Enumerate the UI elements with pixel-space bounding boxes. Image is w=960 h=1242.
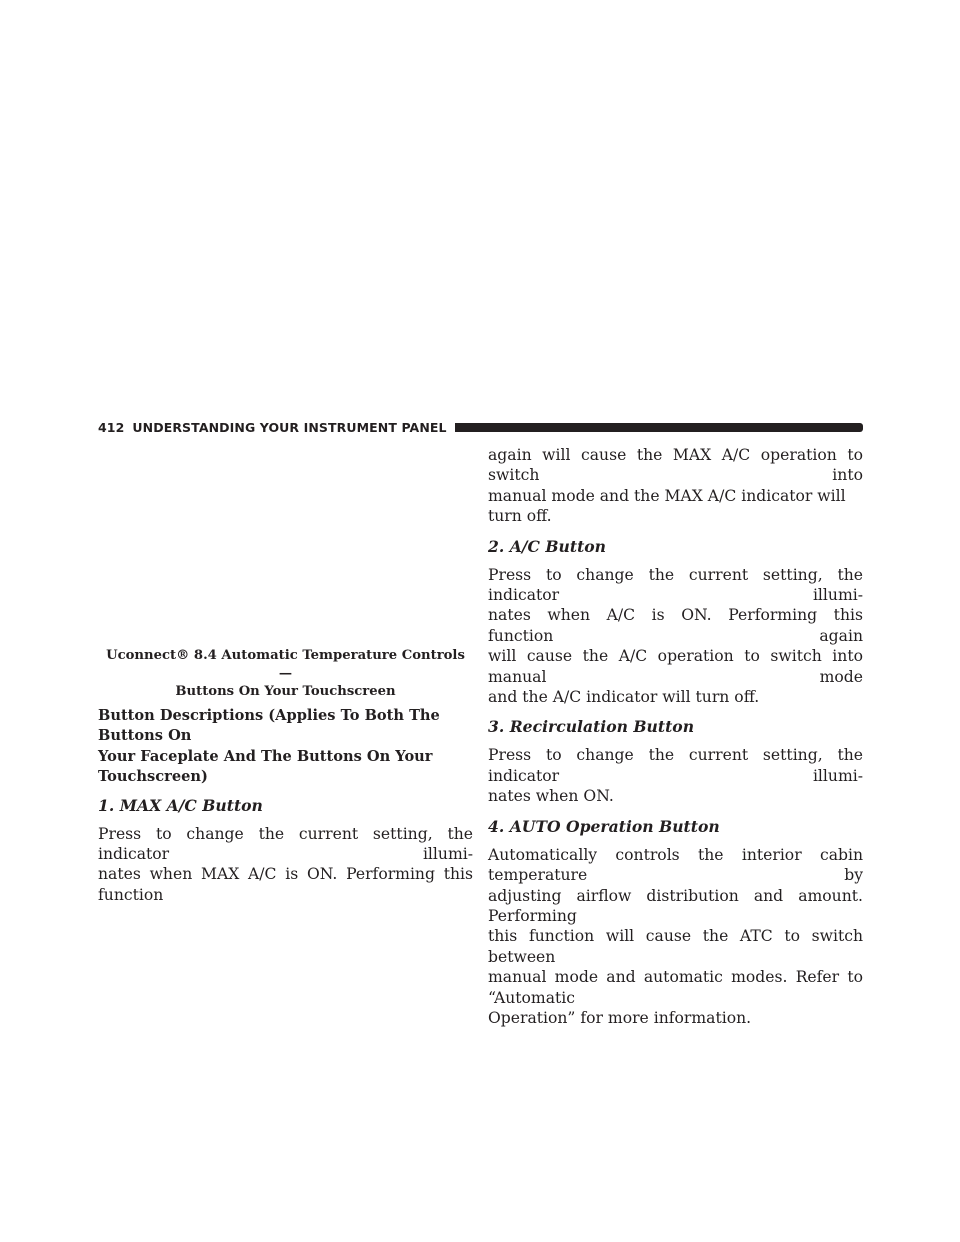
figure-caption (98, 647, 473, 701)
section-heading (98, 706, 473, 788)
item-body-recirculation (488, 745, 863, 806)
item-body-max-ac-part-1 (98, 824, 473, 906)
body-line: this function will cause the ATC to switch between (488, 927, 863, 966)
body-line: Automatically controls the interior cabin temperature by (488, 845, 863, 885)
body-line: manual mode and automatic modes. Refer to “Automatic (488, 968, 863, 1007)
item-heading-recirculation: 3. Recirculation Button (488, 717, 695, 737)
item-heading-auto: 4. AUTO Operation Button (488, 816, 720, 836)
left-column-text (98, 706, 473, 915)
body-line: nates when ON. (488, 787, 614, 806)
body-line: again will cause the MAX A/C operation to switch into (488, 446, 863, 485)
body-line: nates when A/C is ON. Performing this function again (488, 606, 863, 645)
item-body-auto (488, 845, 863, 1029)
item-heading-ac: 2. A/C Button (488, 536, 607, 556)
section-title: UNDERSTANDING YOUR INSTRUMENT PANEL (132, 419, 447, 435)
page-header (98, 419, 863, 435)
body-line: manual mode and the MAX A/C indicator will turn off. (488, 486, 846, 526)
section-heading-line-1: Button Descriptions (Applies To Both The Buttons On (98, 707, 440, 745)
body-line: adjusting airflow distribution and amount. Performing (488, 886, 863, 925)
body-line: Press to change the current setting, the indicator illumi- (488, 565, 863, 605)
caption-line-1: Uconnect® 8.4 Automatic Temperature Controls — (106, 648, 465, 681)
item-heading-max-ac: 1. MAX A/C Button (98, 795, 263, 815)
section-heading-line-2: Your Faceplate And The Buttons On Your Touchscreen) (98, 747, 433, 786)
page-number: 412 (98, 419, 125, 435)
item-body-ac (488, 565, 863, 708)
header-rule (455, 423, 863, 432)
body-line: and the A/C indicator will turn off. (488, 688, 760, 707)
right-column (488, 445, 863, 1038)
body-line: Operation” for more information. (488, 1008, 752, 1027)
body-line: Press to change the current setting, the indicator illumi- (488, 746, 863, 785)
body-line: Press to change the current setting, the indicator illumi- (98, 824, 473, 864)
item-body-max-ac-part-2 (488, 445, 863, 527)
caption-line-2: Buttons On Your Touchscreen (175, 684, 396, 699)
body-line: nates when MAX A/C is ON. Performing this function (98, 865, 473, 904)
body-line: will cause the A/C operation to switch into manual mode (488, 647, 863, 686)
